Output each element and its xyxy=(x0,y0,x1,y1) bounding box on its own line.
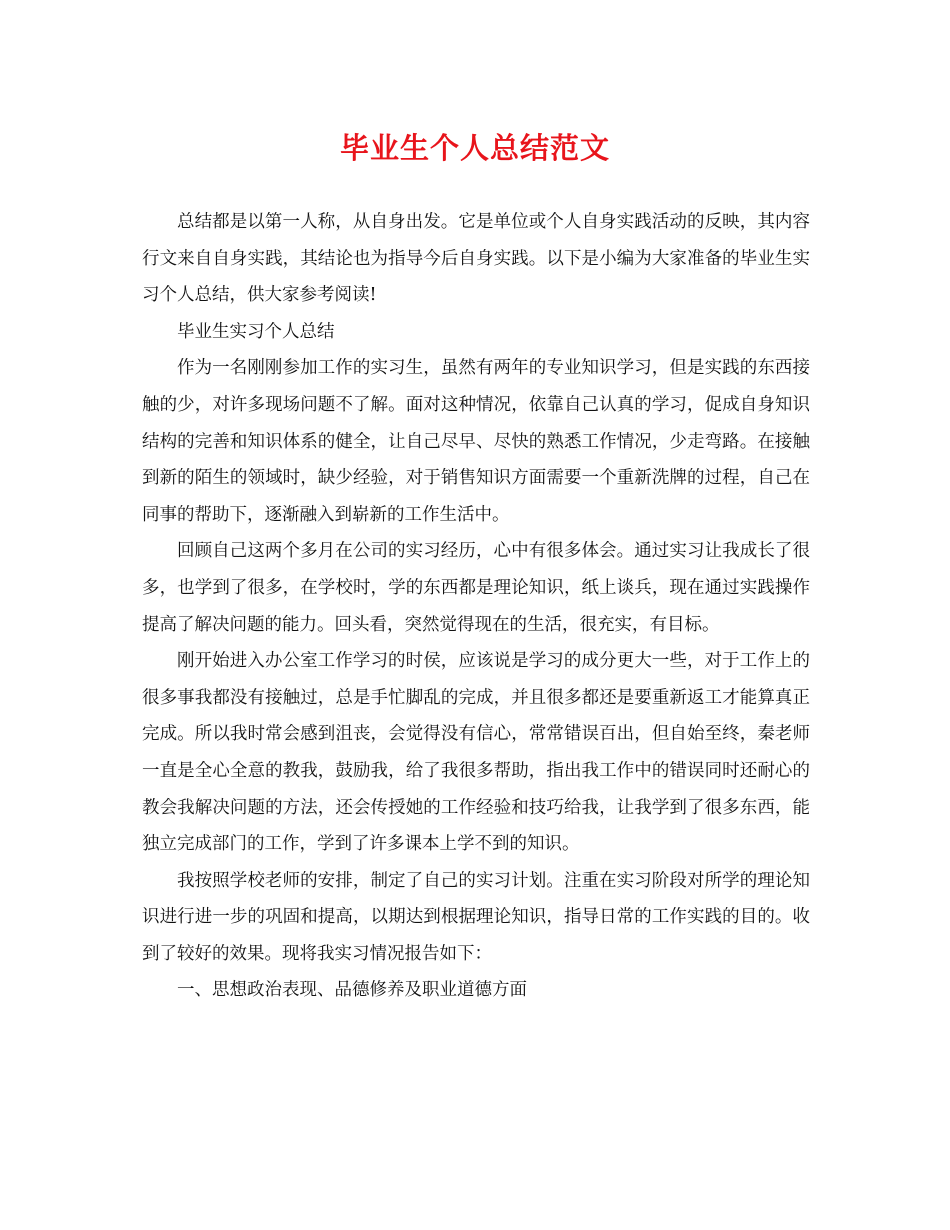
document-title: 毕业生个人总结范文 xyxy=(339,131,610,165)
paragraph: 我按照学校老师的安排，制定了自己的实习计划。注重在实习阶段对所学的理论知识进行进一步的巩固和提高，以期达到根据理论知识，指导日常的工作实践的目的。收到了较好的效果。现将我实习情况报告如下： xyxy=(142,870,810,964)
paragraph: 回顾自己这两个多月在公司的实习经历，心中有很多体会。通过实习让我成长了很多，也学到了很多，在学校时，学的东西都是理论知识，纸上谈兵，现在通过实践操作提高了解决问题的能力。回头看，突然觉得现在的生活，很充实，有目标。 xyxy=(142,541,810,635)
document-body xyxy=(142,204,810,1009)
paragraph-intro: 总结都是以第一人称，从自身出发。它是单位或个人自身实践活动的反映，其内容行文来自自身实践，其结论也为指导今后自身实践。以下是小编为大家准备的毕业生实习个人总结，供大家参考阅读! xyxy=(142,212,810,306)
paragraph: 作为一名刚刚参加工作的实习生，虽然有两年的专业知识学习，但是实践的东西接触的少，对许多现场问题不了解。面对这种情况，依靠自己认真的学习，促成自身知识结构的完善和知识体系的健全，让自己尽早、尽快的熟悉工作情况，少走弯路。在接触到新的陌生的领域时，缺少经验，对于销售知识方面需要一个重新洗牌的过程，自己在同事的帮助下，逐渐融入到崭新的工作生活中。 xyxy=(142,358,810,525)
section-heading: 一、思想政治表现、品德修养及职业道德方面 xyxy=(177,980,527,1001)
paragraph-subheading: 毕业生实习个人总结 xyxy=(177,321,335,342)
paragraph: 刚开始进入办公室工作学习的时侯，应该说是学习的成分更大一些，对于工作上的很多事我都没有接触过，总是手忙脚乱的完成，并且很多都还是要重新返工才能算真正完成。所以我时常会感到沮丧，会觉得没有信心，常常错误百出，但自始至终，秦老师一直是全心全意的教我，鼓励我，给了我很多帮助，指出我工作中的错误同时还耐心的教会我解决问题的方法，还会传授她的工作经验和技巧给我，让我学到了很多东西，能独立完成部门的工作，学到了许多课本上学不到的知识。 xyxy=(142,651,810,855)
